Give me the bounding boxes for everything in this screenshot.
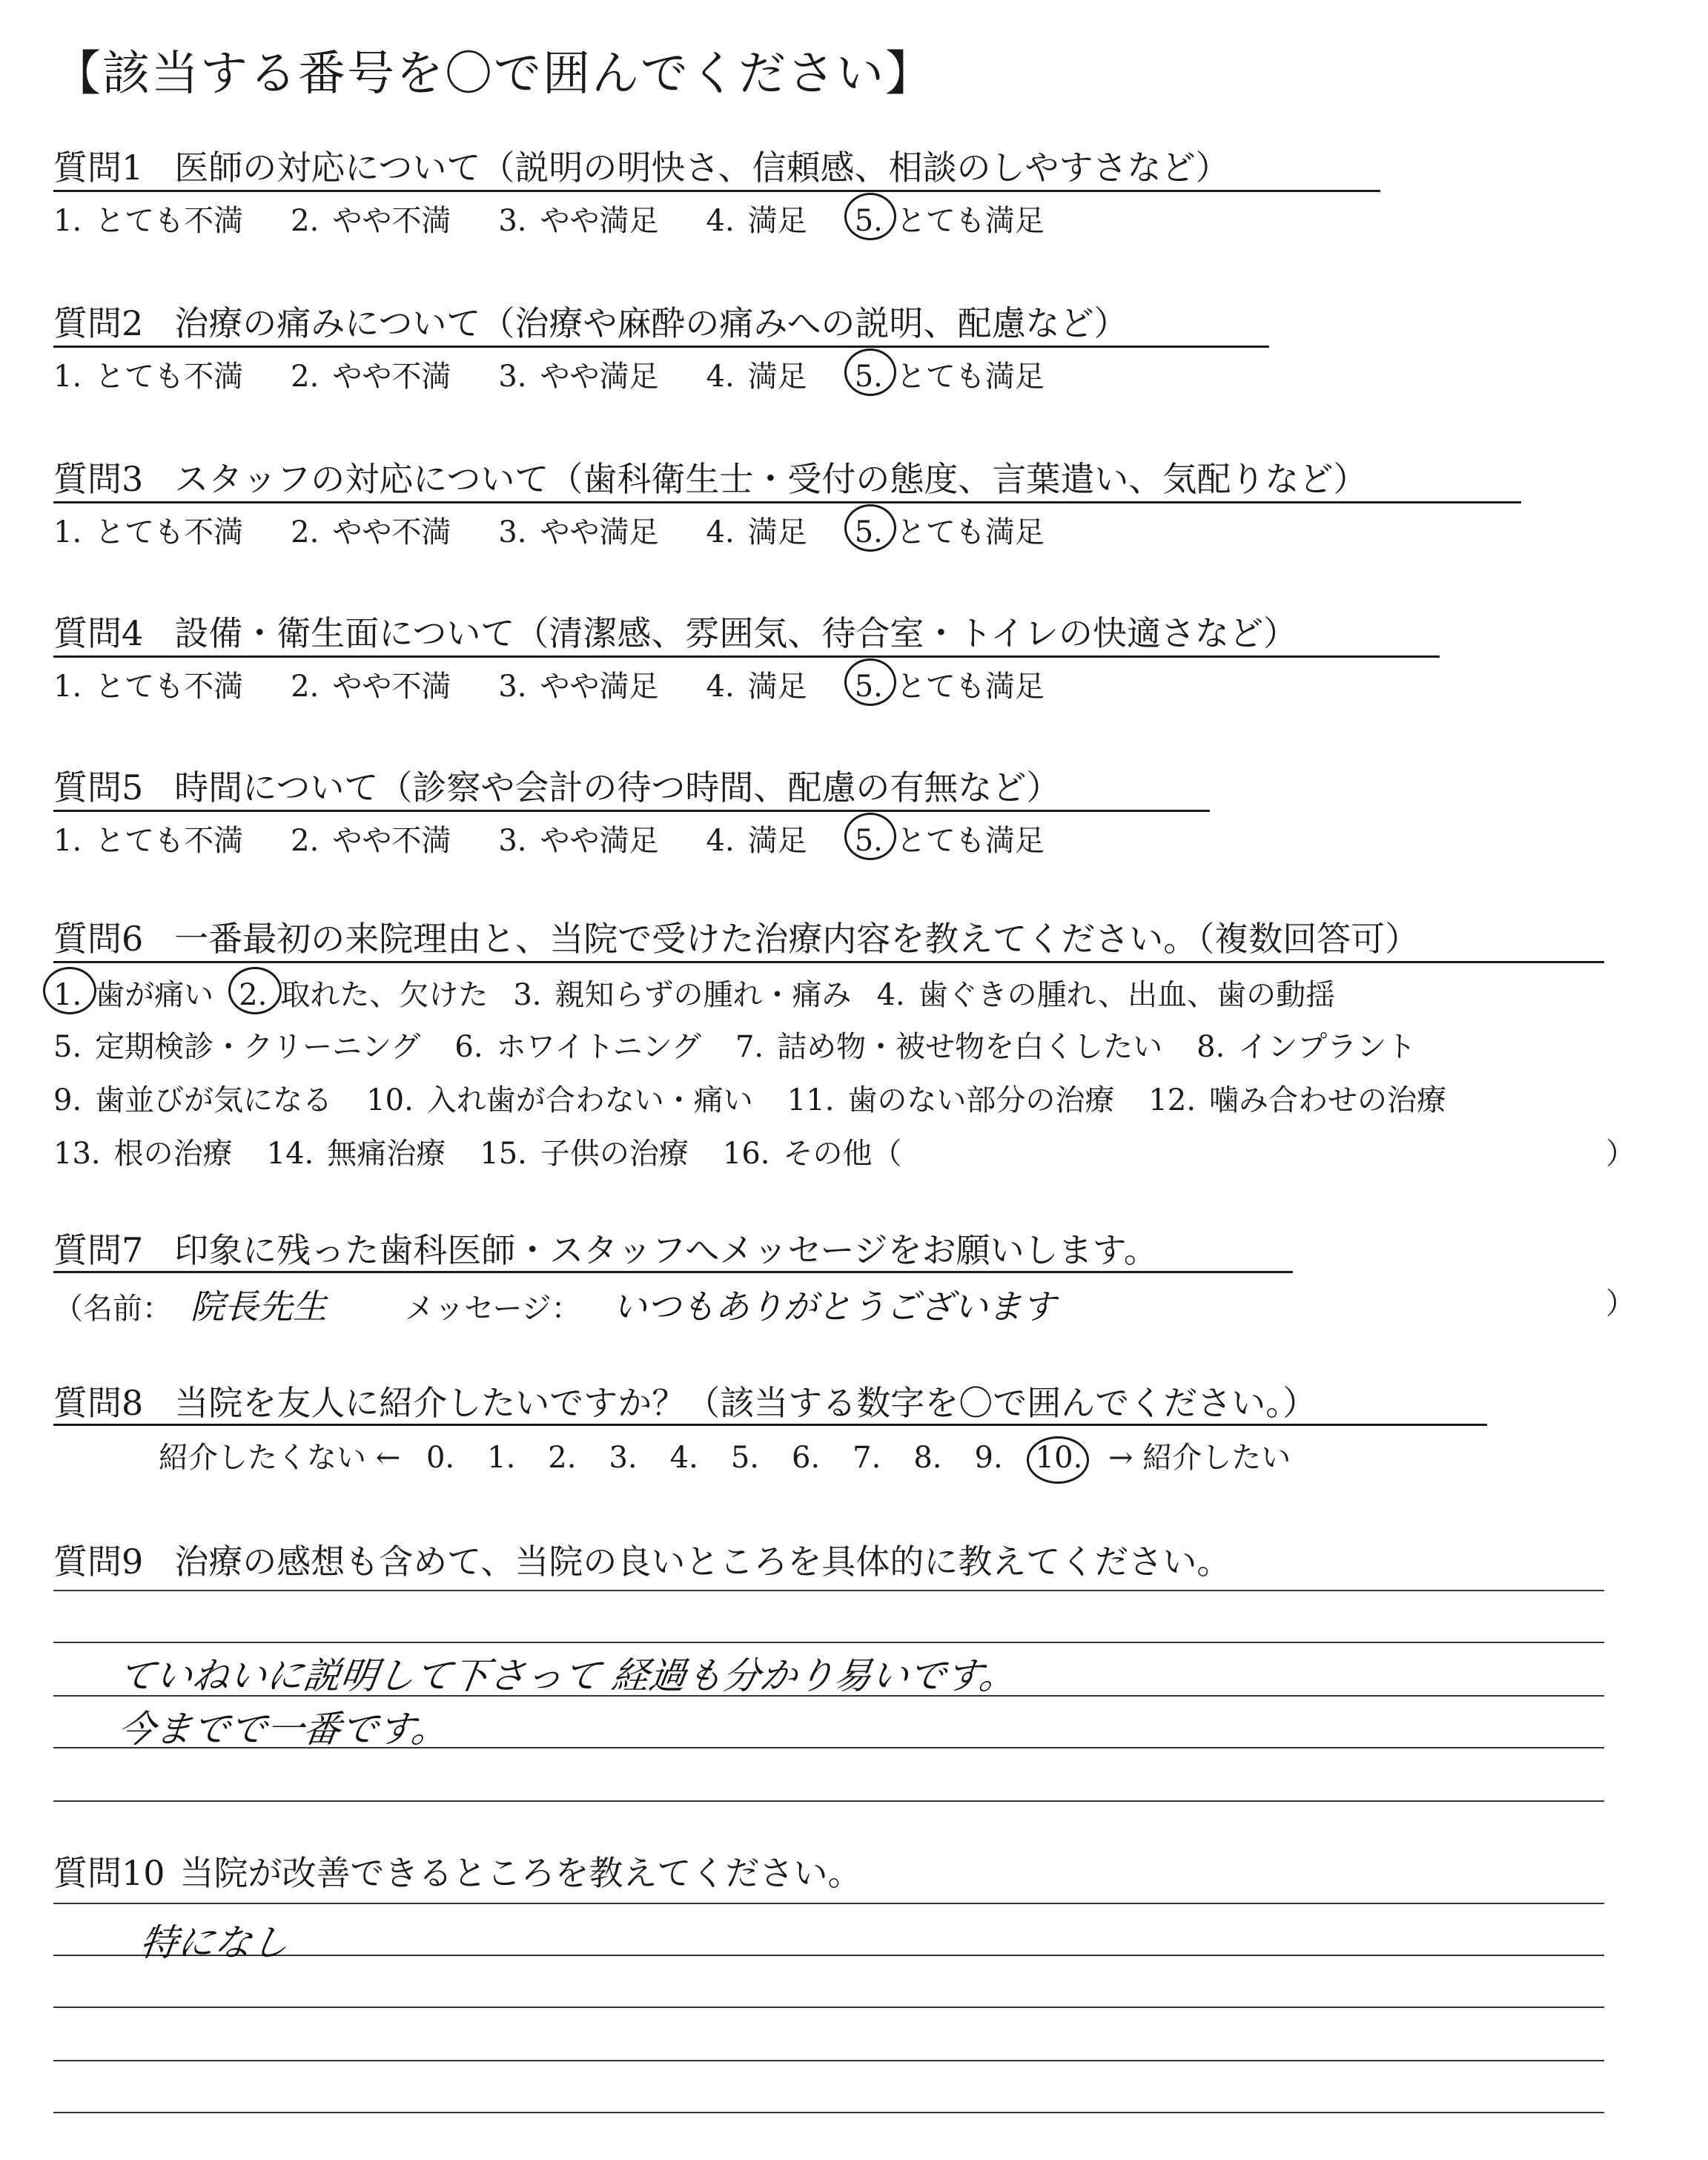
option-label: その他（ xyxy=(783,1137,902,1171)
option-number: 3. xyxy=(498,515,527,549)
q7-name-value[interactable]: 院長先生 xyxy=(190,1287,327,1327)
q8-scale-5[interactable] xyxy=(731,1441,759,1475)
q8-scale-4[interactable] xyxy=(670,1441,698,1475)
q8-scale-8[interactable] xyxy=(913,1441,941,1475)
q9-answer-line2[interactable]: 今までで一番です。 xyxy=(115,1708,452,1751)
likert-option-1[interactable] xyxy=(53,817,243,859)
option-number: 5. xyxy=(854,515,883,549)
scale-value: 3. xyxy=(609,1441,638,1475)
q6-option-6[interactable] xyxy=(454,1023,701,1066)
q8-scale-3[interactable] xyxy=(609,1441,637,1475)
option-label: 歯並びが気になる xyxy=(95,1083,333,1117)
likert-option-5[interactable] xyxy=(855,509,1045,551)
q6-option-11[interactable] xyxy=(787,1077,1115,1119)
option-number: 1. xyxy=(53,978,82,1012)
option-number: 12. xyxy=(1148,1083,1196,1117)
likert-option-3[interactable] xyxy=(498,817,658,859)
scale-value: 0. xyxy=(426,1441,455,1475)
q8-scale-6[interactable] xyxy=(792,1441,820,1475)
q9-text: 治療の感想も含めて、当院の良いところを具体的に教えてください。 xyxy=(174,1542,1231,1582)
q8-scale-9[interactable] xyxy=(975,1441,1003,1475)
q6-option-8[interactable] xyxy=(1196,1023,1416,1066)
option-label: やや不満 xyxy=(332,670,451,704)
likert-option-3[interactable] xyxy=(498,353,658,395)
q6-option-2[interactable] xyxy=(239,971,488,1014)
q7-label: 質問7 xyxy=(53,1230,144,1270)
q7-message-label: メッセージ： xyxy=(405,1292,581,1326)
option-label: 入れ歯が合わない・痛い xyxy=(426,1083,753,1117)
option-label: とても満足 xyxy=(896,515,1045,549)
option-number: 5. xyxy=(854,670,883,704)
question-text: スタッフの対応について（歯科衛生士・受付の態度、言葉遣い、気配りなど） xyxy=(174,459,1368,499)
option-label: 無痛治療 xyxy=(327,1137,446,1171)
q10-answer[interactable]: 特になし xyxy=(137,1921,292,1964)
question-2-options xyxy=(53,353,1092,395)
scale-value: 10. xyxy=(1035,1441,1083,1475)
option-label: 満足 xyxy=(747,824,807,858)
option-number: 13. xyxy=(53,1137,101,1171)
scale-value: 7. xyxy=(853,1441,881,1475)
option-number: 2. xyxy=(291,204,320,238)
option-number: 9. xyxy=(53,1083,82,1117)
likert-option-1[interactable] xyxy=(53,197,243,240)
option-number: 16. xyxy=(722,1137,770,1171)
q6-option-15[interactable] xyxy=(480,1130,689,1172)
page-title: 【該当する番号を〇で囲んでください】 xyxy=(53,47,934,102)
option-label: 詰め物・被せ物を白くしたい xyxy=(777,1030,1163,1064)
option-label: 噛み合わせの治療 xyxy=(1209,1083,1447,1117)
option-number: 4. xyxy=(706,670,735,704)
option-label: やや満足 xyxy=(540,204,659,238)
q6-option-4[interactable] xyxy=(877,971,1336,1014)
q6-label: 質問6 xyxy=(53,919,144,959)
likert-option-1[interactable] xyxy=(53,353,243,395)
option-label: やや満足 xyxy=(540,824,659,858)
q6-option-10[interactable] xyxy=(366,1077,753,1119)
option-number: 3. xyxy=(498,204,527,238)
question-4-header xyxy=(53,607,1297,655)
scale-value: 5. xyxy=(730,1441,759,1475)
option-number: 4. xyxy=(706,515,735,549)
q8-scale-7[interactable] xyxy=(853,1441,881,1475)
option-label: やや満足 xyxy=(540,360,659,394)
option-number: 4. xyxy=(706,204,735,238)
question-3-options xyxy=(53,509,1092,551)
likert-option-3[interactable] xyxy=(498,663,658,705)
option-label: 満足 xyxy=(747,515,807,549)
selected-circle-mark xyxy=(844,193,896,240)
likert-option-4[interactable] xyxy=(706,197,807,240)
option-number: 1. xyxy=(53,515,82,549)
question-4-options xyxy=(53,663,1092,705)
likert-option-5[interactable] xyxy=(855,353,1045,395)
scale-value: 6. xyxy=(791,1441,821,1475)
option-label: 歯が痛い xyxy=(95,978,214,1012)
option-label: とても不満 xyxy=(95,824,244,858)
option-number: 1. xyxy=(53,204,82,238)
likert-option-2[interactable] xyxy=(291,509,451,551)
q9-label: 質問9 xyxy=(53,1542,144,1582)
question-text: 治療の痛みについて（治療や麻酔の痛みへの説明、配慮など） xyxy=(174,303,1128,343)
option-label: やや不満 xyxy=(332,360,451,394)
likert-option-3[interactable] xyxy=(498,509,658,551)
option-label: 満足 xyxy=(747,204,807,238)
question-label: 質問5 xyxy=(53,767,144,807)
q7-text: 印象に残った歯科医師・スタッフへメッセージをお願いします。 xyxy=(174,1230,1158,1270)
likert-option-2[interactable] xyxy=(291,197,451,240)
option-number: 4. xyxy=(706,360,735,394)
question-label: 質問1 xyxy=(53,148,144,188)
selected-circle-mark xyxy=(228,967,282,1014)
question-1-options xyxy=(53,197,1092,240)
option-label: とても不満 xyxy=(95,515,244,549)
q10-text: 当院が改善できるところを教えてください。 xyxy=(179,1853,862,1893)
option-label: やや満足 xyxy=(540,515,659,549)
option-number: 10. xyxy=(366,1083,414,1117)
option-number: 1. xyxy=(53,360,82,394)
option-label: 定期検診・クリーニング xyxy=(95,1030,421,1064)
q6-row xyxy=(53,1077,1480,1119)
option-label: とても満足 xyxy=(896,360,1045,394)
scale-value: 2. xyxy=(548,1441,577,1475)
likert-option-1[interactable] xyxy=(53,509,243,551)
option-number: 1. xyxy=(53,670,82,704)
option-label: インプラント xyxy=(1238,1030,1417,1064)
option-number: 3. xyxy=(498,670,527,704)
option-number: 2. xyxy=(291,360,320,394)
q6-option-3[interactable] xyxy=(513,971,851,1014)
option-number: 2. xyxy=(291,515,320,549)
question-label: 質問4 xyxy=(53,613,144,653)
option-label: ホワイトニング xyxy=(496,1030,701,1064)
option-label: 根の治療 xyxy=(113,1137,233,1171)
question-1-header xyxy=(53,141,1230,190)
question-text: 時間について（診察や会計の待つ時間、配慮の有無など） xyxy=(174,767,1061,807)
likert-option-5[interactable] xyxy=(855,197,1045,240)
option-number: 8. xyxy=(1196,1030,1225,1064)
q6-other-close: ） xyxy=(1606,1137,1635,1171)
scale-value: 1. xyxy=(487,1441,516,1475)
likert-option-4[interactable] xyxy=(706,663,807,705)
option-label: 歯ぐきの腫れ、出血、歯の動揺 xyxy=(918,978,1336,1012)
likert-option-4[interactable] xyxy=(706,817,807,859)
option-number: 5. xyxy=(854,204,883,238)
q7-close: ） xyxy=(1606,1287,1635,1321)
likert-option-4[interactable] xyxy=(706,509,807,551)
q6-option-12[interactable] xyxy=(1148,1077,1446,1119)
option-label: とても満足 xyxy=(896,670,1045,704)
option-number: 2. xyxy=(291,670,320,704)
question-text: 医師の対応について（説明の明快さ、信頼感、相談のしやすさなど） xyxy=(174,148,1230,188)
likert-option-2[interactable] xyxy=(291,663,451,705)
likert-option-1[interactable] xyxy=(53,663,243,705)
q8-scale-2[interactable] xyxy=(548,1441,576,1475)
question-3-header xyxy=(53,452,1367,501)
q6-option-1[interactable] xyxy=(53,971,214,1014)
selected-circle-mark xyxy=(844,349,896,396)
q6-option-16[interactable] xyxy=(723,1130,902,1172)
option-label: 親知らずの腫れ・痛み xyxy=(555,978,852,1012)
option-number: 2. xyxy=(239,978,268,1012)
q7-message-value[interactable]: いつもありがとうございます xyxy=(612,1287,1056,1327)
scale-value: 4. xyxy=(669,1441,698,1475)
selected-circle-mark xyxy=(1027,1436,1089,1484)
scale-value: 9. xyxy=(974,1441,1003,1475)
q8-right-label: → 紹介したい xyxy=(1108,1441,1291,1475)
option-number: 3. xyxy=(498,360,527,394)
option-label: 取れた、欠けた xyxy=(280,978,489,1012)
q8-left-label: 紹介したくない ← xyxy=(159,1441,401,1475)
q10-label: 質問10 xyxy=(53,1853,165,1893)
question-label: 質問2 xyxy=(53,303,144,343)
q6-option-9[interactable] xyxy=(53,1077,332,1119)
question-5-header xyxy=(53,761,1060,810)
q8-label: 質問8 xyxy=(53,1383,144,1423)
question-label: 質問3 xyxy=(53,459,144,499)
q8-scale-0[interactable] xyxy=(426,1441,454,1475)
option-label: とても満足 xyxy=(896,824,1045,858)
option-label: 満足 xyxy=(747,670,807,704)
q6-row xyxy=(53,1130,936,1172)
likert-option-5[interactable] xyxy=(855,817,1045,859)
selected-circle-mark xyxy=(844,813,896,860)
q8-text: 当院を友人に紹介したいですか？（該当する数字を〇で囲んでください。） xyxy=(174,1383,1317,1423)
likert-option-2[interactable] xyxy=(291,353,451,395)
option-number: 5. xyxy=(854,824,883,858)
q6-option-7[interactable] xyxy=(735,1023,1162,1066)
option-label: 満足 xyxy=(747,360,807,394)
option-number: 1. xyxy=(53,824,82,858)
selected-circle-mark xyxy=(43,967,96,1014)
q6-option-14[interactable] xyxy=(267,1130,446,1172)
option-label: やや不満 xyxy=(332,515,451,549)
q6-text: 一番最初の来院理由と、当院で受けた治療内容を教えてください。（複数回答可） xyxy=(174,919,1420,959)
likert-option-3[interactable] xyxy=(498,197,658,240)
option-label: とても不満 xyxy=(95,670,244,704)
option-number: 11. xyxy=(787,1083,835,1117)
option-label: とても不満 xyxy=(95,360,244,394)
selected-circle-mark xyxy=(844,504,896,552)
q8-scale-10[interactable] xyxy=(1036,1441,1083,1475)
option-label: とても不満 xyxy=(95,204,244,238)
option-label: やや不満 xyxy=(332,824,451,858)
question-text: 設備・衛生面について（清潔感、雰囲気、待合室・トイレの快適さなど） xyxy=(174,613,1298,653)
option-number: 15. xyxy=(480,1137,527,1171)
option-number: 2. xyxy=(291,824,320,858)
option-number: 4. xyxy=(706,824,735,858)
q8-scale-1[interactable] xyxy=(487,1441,515,1475)
option-number: 6. xyxy=(454,1030,483,1064)
option-label: とても満足 xyxy=(896,204,1045,238)
option-number: 5. xyxy=(854,360,883,394)
option-number: 7. xyxy=(735,1030,764,1064)
option-number: 14. xyxy=(266,1137,314,1171)
question-2-header xyxy=(53,297,1128,346)
likert-option-4[interactable] xyxy=(706,353,807,395)
scale-value: 8. xyxy=(913,1441,942,1475)
likert-option-5[interactable] xyxy=(855,663,1045,705)
option-label: やや不満 xyxy=(332,204,451,238)
q6-row xyxy=(53,971,1360,1014)
option-number: 3. xyxy=(513,978,542,1012)
option-label: 子供の治療 xyxy=(540,1137,689,1171)
option-label: やや満足 xyxy=(540,670,659,704)
option-number: 3. xyxy=(498,824,527,858)
option-number: 4. xyxy=(876,978,905,1012)
option-number: 5. xyxy=(53,1030,82,1064)
q9-answer-line1[interactable]: ていねいに説明して下さって 経過も分かり易いです。 xyxy=(115,1654,1020,1697)
question-5-options xyxy=(53,817,1092,859)
likert-option-2[interactable] xyxy=(291,817,451,859)
q7-name-label: （名前： xyxy=(53,1292,172,1326)
q6-row xyxy=(53,1023,1450,1066)
option-label: 歯のない部分の治療 xyxy=(847,1083,1115,1117)
q6-option-13[interactable] xyxy=(53,1130,233,1172)
selected-circle-mark xyxy=(844,658,896,706)
q6-option-5[interactable] xyxy=(53,1023,420,1066)
